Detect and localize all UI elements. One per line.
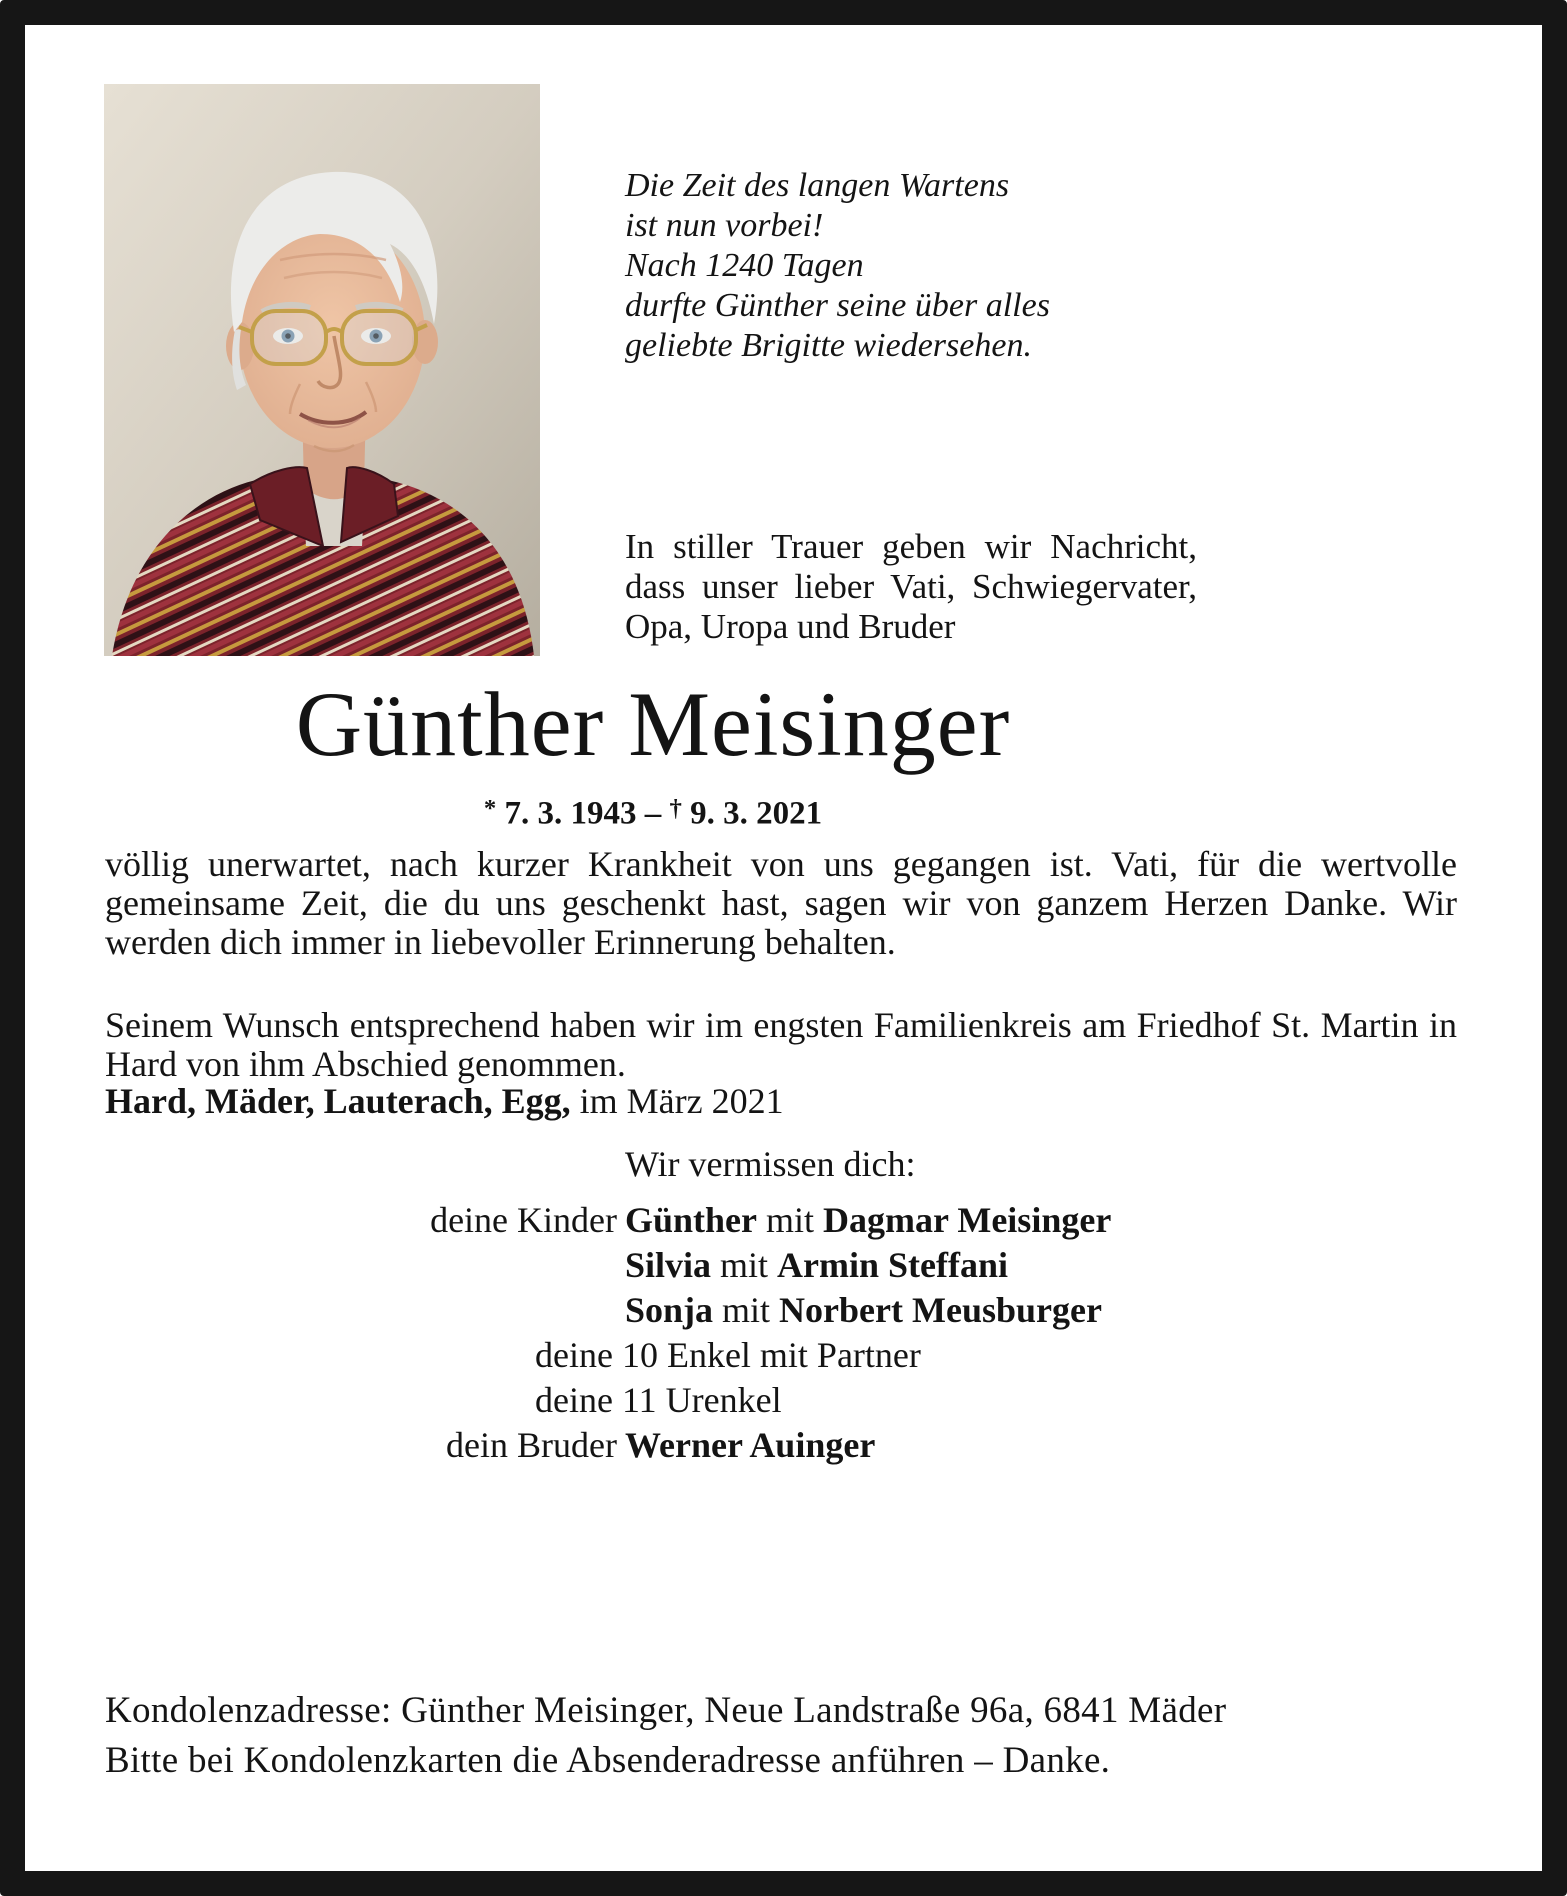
location-line: [105, 1080, 784, 1122]
birth-symbol: *: [483, 795, 497, 822]
mourner-row-brother: [0, 1423, 1567, 1468]
brother-label: dein Bruder: [446, 1425, 617, 1465]
birth-date: 7. 3. 1943: [504, 795, 637, 832]
epigraph: [625, 166, 1050, 366]
great-grandchildren-line: deine 11 Urenkel: [535, 1380, 782, 1420]
child-mit: mit: [766, 1200, 815, 1240]
mourners-block: [0, 1142, 1567, 1468]
epigraph-line: Die Zeit des langen Wartens: [625, 167, 1010, 204]
child-partner: Dagmar Meisinger: [823, 1200, 1112, 1240]
epigraph-line: ist nun vorbei!: [625, 207, 824, 244]
epigraph-line: Nach 1240 Tagen: [625, 247, 864, 284]
death-date: 9. 3. 2021: [690, 795, 823, 832]
child-entry: [617, 1243, 1008, 1288]
children-label-spacer: [0, 1288, 617, 1333]
death-symbol: †: [669, 795, 682, 822]
intro-text: In stiller Trauer geben wir Nachricht, dass unser lieber Vati, Schwiegervater, Opa, Uropa und Bruder: [625, 527, 1197, 646]
grandchildren-line: deine 10 Enkel mit Partner: [535, 1335, 921, 1375]
brother-entry: [617, 1423, 875, 1468]
epigraph-line: durfte Günther seine über alles: [625, 287, 1050, 324]
body-paragraph-2: Seinem Wunsch entsprechend haben wir im engsten Familienkreis am Friedhof St. Martin in Hard von ihm Abschied genommen.: [105, 1005, 1457, 1084]
body-paragraph-1: völlig unerwartet, nach kurzer Krankheit von uns gegangen ist. Vati, für die wertvolle gemeinsame Zeit, die du uns geschenkt hast, sagen wir von ganzem Herzen Danke. Wir werden dich immer in liebevoller Erinnerung behalten.: [105, 844, 1457, 962]
condolence-footer: [105, 1686, 1465, 1786]
child-name: Silvia: [625, 1245, 712, 1285]
portrait-illustration: [104, 84, 540, 656]
epigraph-line: geliebte Brigitte wiedersehen.: [625, 327, 1032, 364]
condolence-note: Bitte bei Kondolenzkarten die Absenderadresse anführen – Danke.: [105, 1740, 1111, 1781]
child-name: Günther: [625, 1200, 758, 1240]
child-mit: mit: [722, 1290, 771, 1330]
mourner-row-child-1: [0, 1198, 1567, 1243]
location-places: Hard, Mäder, Lauterach, Egg,: [105, 1081, 571, 1121]
children-label: deine Kinder: [430, 1200, 617, 1240]
child-entry: [617, 1288, 1102, 1333]
mourner-row-child-3: [0, 1288, 1567, 1333]
child-entry: [617, 1198, 1111, 1243]
portrait-photo: [104, 84, 540, 656]
mourners-heading: Wir vermissen dich:: [625, 1144, 916, 1184]
child-name: Sonja: [625, 1290, 714, 1330]
children-label-spacer: [0, 1243, 617, 1288]
deceased-name: Günther Meisinger: [295, 673, 1011, 775]
life-dates: [105, 795, 1201, 832]
child-mit: mit: [720, 1245, 769, 1285]
brother-name: Werner Auinger: [625, 1425, 876, 1465]
condolence-address: Kondolenzadresse: Günther Meisinger, Neue Landstraße 96a, 6841 Mäder: [105, 1690, 1227, 1731]
child-partner: Norbert Meusburger: [779, 1290, 1102, 1330]
mourner-row-child-2: [0, 1243, 1567, 1288]
child-partner: Armin Steffani: [777, 1245, 1009, 1285]
dates-separator: –: [644, 795, 662, 832]
location-date: im März 2021: [579, 1081, 784, 1121]
